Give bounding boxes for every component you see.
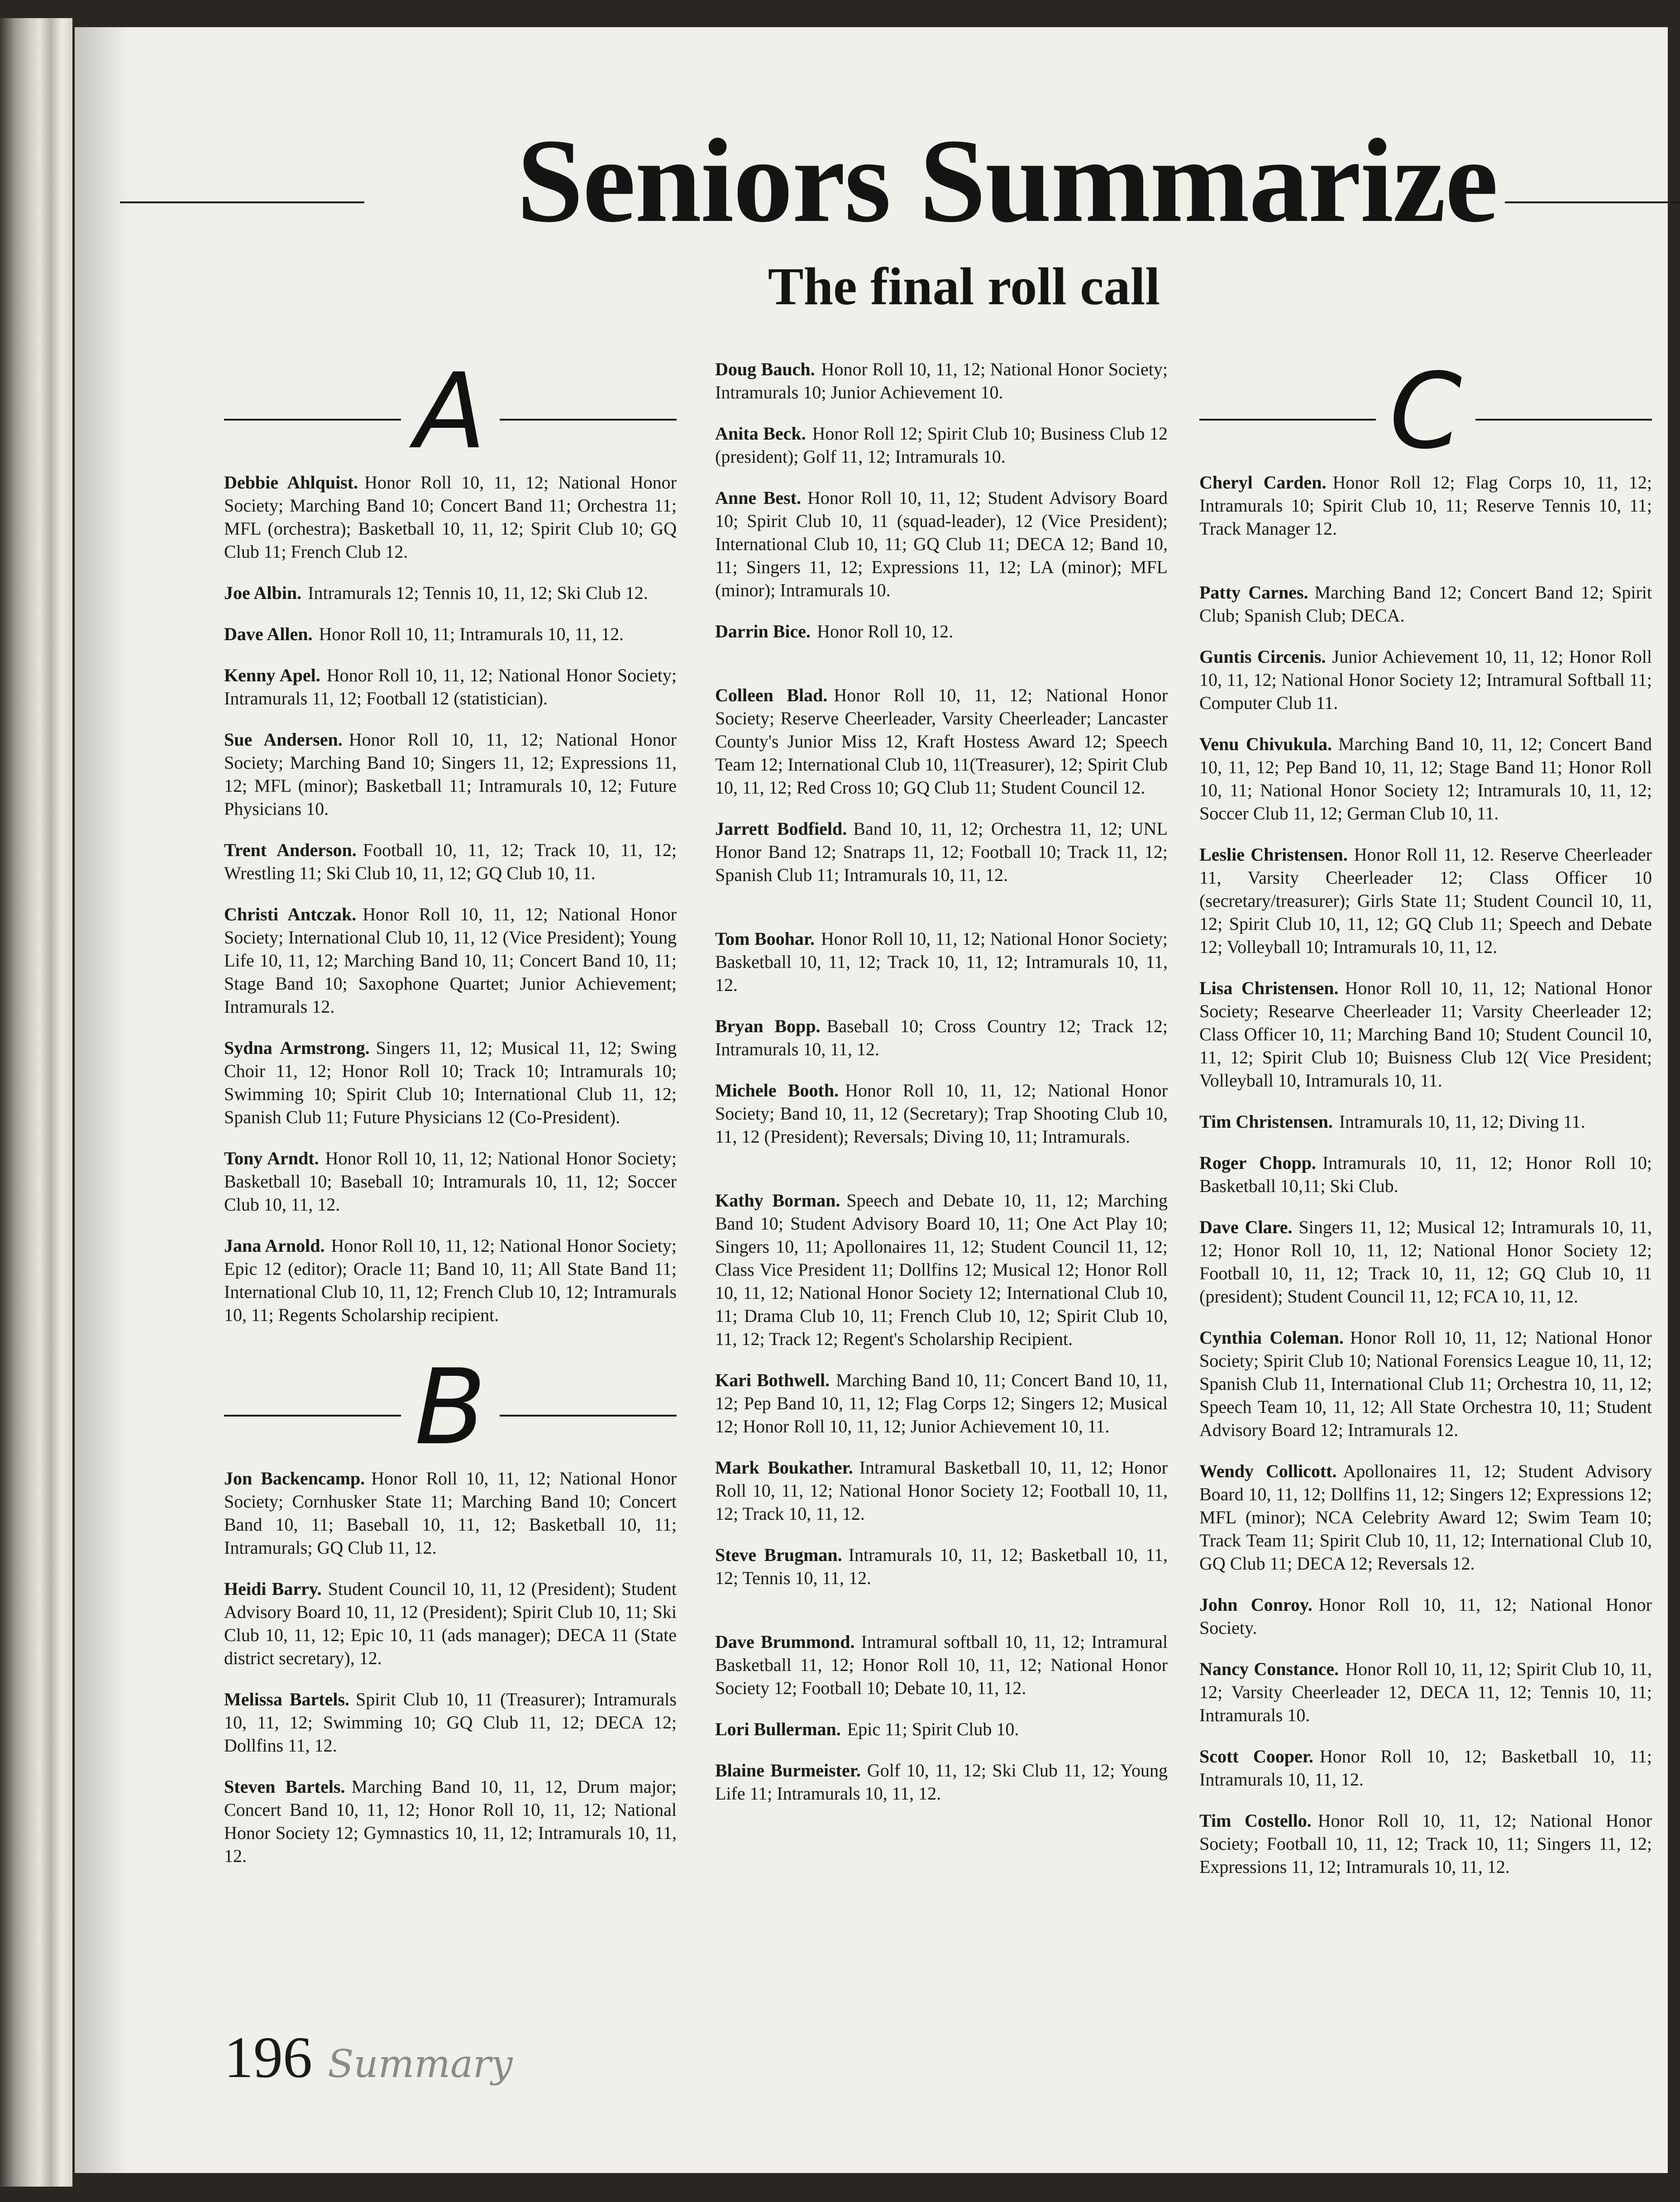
senior-name: Anita Beck.: [715, 423, 806, 444]
gutter-shadow: [75, 27, 129, 2173]
senior-entry: [715, 1015, 1168, 1061]
title-rule-right: [1505, 201, 1680, 203]
senior-activities: Marching Band 10, 11; Concert Band 10, 11, 12; Pep Band 10, 11, 12; Flag Corps 12; Singers 12; Musical 12; Honor Roll 10, 11, 12; Junior Achievement 10, 11.: [715, 1370, 1168, 1436]
senior-name: Cynthia Coleman.: [1199, 1327, 1344, 1348]
entries-b: [224, 1467, 677, 1867]
senior-activities: Honor Roll 10, 11, 12; National Honor Society; Marching Band 10; Concert Band 11; Orchestra 11; MFL (orchestra); Basketball 10, 11, 12; Spirit Club 10; GQ Club 11; French Club 12.: [224, 472, 677, 562]
page-number: 196: [224, 2025, 312, 2090]
senior-activities: Honor Roll 10, 11, 12; National Honor Society; Basketball 10, 11, 12; Track 10, 11, 12; Intramurals 10, 11, 12.: [715, 929, 1168, 995]
senior-name: Scott Cooper.: [1199, 1746, 1313, 1766]
senior-name: Joe Albin.: [224, 583, 302, 603]
senior-activities: Honor Roll 10, 11, 12; National Honor Society; Researve Cheerleader 11; Varsity Cheerleader 12; Class Officer 10, 11; Marching Band 10; Student Council 10, 11, 12; Spirit Club 10; Buisness Club 12( Vice President; Volleyball 10, Intramurals 10, 11.: [1199, 978, 1652, 1091]
senior-entry: [715, 1759, 1168, 1805]
senior-entry: [1199, 581, 1652, 627]
senior-name: Kari Bothwell.: [715, 1370, 830, 1390]
senior-entry: [715, 1718, 1168, 1741]
senior-name: Sydna Armstrong.: [224, 1038, 370, 1058]
column-3: [1199, 349, 1652, 1896]
senior-entry: [224, 1467, 677, 1559]
senior-name: Anne Best.: [715, 488, 801, 508]
senior-entry: [1199, 1110, 1652, 1133]
senior-entry: [1199, 843, 1652, 958]
senior-entry: [1199, 1151, 1652, 1197]
senior-activities: Honor Roll 11, 12. Reserve Cheerleader 11, Varsity Cheerleader 12; Class Officer 10 (secretary/treasurer); Girls State 11; Student Council 10, 11, 12; Spirit Club 10, 11, 12; GQ Club 11; Speech and Debate 12; Volleyball 10; Intramurals 10, 11, 12.: [1199, 844, 1652, 957]
senior-activities: Honor Roll 10, 12.: [817, 621, 954, 641]
senior-name: Kenny Apel.: [224, 665, 320, 685]
senior-entry: [1199, 1326, 1652, 1441]
senior-name: Trent Anderson.: [224, 840, 357, 860]
senior-activities: Intramurals 12; Tennis 10, 11, 12; Ski Club 12.: [308, 583, 648, 603]
senior-name: Melissa Bartels.: [224, 1689, 350, 1709]
senior-entry: [224, 1577, 677, 1670]
senior-activities: Speech and Debate 10, 11, 12; Marching Band 10; Student Advisory Board 10, 11; One Act Play 10; Singers 10, 11; Apollonaires 11, 12; Student Council 11, 12; Class Vice President 11; Dollfins 12; Musical 12; Honor Roll 10, 11, 12; National Honor Society 12; International Club 10, 11; Drama Club 10, 11; French Club 10, 12; Spirit Club 10, 11, 12; Track 12; Regent's Scholarship Recipient.: [715, 1190, 1168, 1349]
senior-entry: [715, 817, 1168, 886]
senior-name: Tom Boohar.: [715, 929, 815, 949]
senior-name: Debbie Ahlquist.: [224, 472, 358, 493]
senior-name: Tim Costello.: [1199, 1810, 1312, 1831]
senior-entry: [1199, 1593, 1652, 1639]
senior-entry: [1199, 645, 1652, 714]
senior-name: Jana Arnold.: [224, 1235, 325, 1256]
senior-activities: Honor Roll 10, 11, 12; National Honor Society; Football 10, 11, 12; Track 10, 11; Singers 11, 12; Expressions 11, 12; Intramurals 10, 11, 12.: [1199, 1810, 1652, 1877]
senior-name: Lisa Christensen.: [1199, 978, 1339, 998]
senior-name: Wendy Collicott.: [1199, 1461, 1337, 1481]
senior-activities: Intramurals 10, 11, 12; Basketball 10, 11, 12; Tennis 10, 11, 12.: [715, 1545, 1168, 1588]
section-name: Summary: [328, 2042, 513, 2086]
senior-name: Sue Andersen.: [224, 729, 343, 750]
entries-a: [224, 471, 677, 1326]
senior-name: Darrin Bice.: [715, 621, 811, 641]
senior-name: Nancy Constance.: [1199, 1659, 1339, 1679]
senior-entry: [224, 728, 677, 820]
senior-name: Mark Boukather.: [715, 1457, 853, 1478]
column-2: [715, 358, 1168, 1823]
senior-activities: Marching Band 12; Concert Band 12; Spirit Club; Spanish Club; DECA.: [1199, 582, 1652, 626]
senior-activities: Honor Roll 10, 11, 12; Student Advisory Board 10; Spirit Club 10, 11 (squad-leader), 12 (Vice President); International Club 10, 11; GQ Club 11; DECA 12; Band 10, 11; Singers 11, 12; Expressions 11, 12; LA (minor); MFL (minor); Intramurals 10.: [715, 488, 1168, 600]
senior-name: Bryan Bopp.: [715, 1016, 821, 1036]
senior-name: Dave Brummond.: [715, 1632, 855, 1652]
senior-activities: Golf 10, 11, 12; Ski Club 11, 12; Young Life 11; Intramurals 10, 11, 12.: [715, 1760, 1168, 1804]
senior-entry: [224, 622, 677, 646]
senior-name: Patty Carnes.: [1199, 582, 1308, 603]
senior-entry: [715, 1543, 1168, 1589]
senior-entry: [715, 1079, 1168, 1148]
senior-entry: [1199, 1216, 1652, 1308]
senior-activities: Marching Band 10, 11, 12, Drum major; Concert Band 10, 11, 12; Honor Roll 10, 11, 12; National Honor Society 12; Gymnastics 10, 11, 12; Intramurals 10, 11, 12.: [224, 1776, 677, 1866]
senior-activities: Band 10, 11, 12; Orchestra 11, 12; UNL Honor Band 12; Snatraps 11, 12; Football 10; Track 11, 12; Spanish Club 11; Intramurals 10, 11, 12.: [715, 819, 1168, 885]
senior-activities: Apollonaires 11, 12; Student Advisory Board 10, 11, 12; Dollfins 11, 12; Singers 12; Expressions 12; MFL (minor); NCA Celebrity Award 12; Swim Team 10; Track Team 11; Spirit Club 10, 11, 12; International Club 10, GQ Club 11; DECA 12; Reversals 12.: [1199, 1461, 1652, 1574]
senior-name: Doug Bauch.: [715, 359, 815, 379]
senior-activities: Honor Roll 10, 11, 12; National Honor Society; Cornhusker State 11; Marching Band 10; Concert Band 10, 11; Baseball 10, 11, 12; Basketball 10, 11; Intramurals; GQ Club 11, 12.: [224, 1468, 677, 1558]
senior-name: Michele Booth.: [715, 1080, 839, 1101]
senior-activities: Honor Roll 10, 11, 12; National Honor Society; Intramurals 11, 12; Football 12 (statistician).: [224, 665, 677, 708]
senior-activities: Singers 11, 12; Musical 11, 12; Swing Choir 11, 12; Honor Roll 10; Track 10; Intramurals 10; Swimming 10; Spirit Club 10; International Club 11, 12; Spanish Club 11; Future Physicians 12 (Co-President).: [224, 1038, 677, 1127]
senior-activities: Student Council 10, 11, 12 (President); Student Advisory Board 10, 11, 12 (President); Spirit Club 10, 11; Ski Club 10, 11, 12; Epic 10, 11 (ads manager); DECA 11 (State district secretary), 12.: [224, 1579, 677, 1668]
senior-activities: Honor Roll 10, 11; Intramurals 10, 11, 12.: [319, 624, 624, 644]
senior-entry: [715, 684, 1168, 799]
senior-entry: [715, 486, 1168, 602]
section-header-b: [224, 1345, 677, 1467]
senior-activities: Honor Roll 12; Flag Corps 10, 11, 12; Intramurals 10; Spirit Club 10, 11; Reserve Tennis 10, 11; Track Manager 12.: [1199, 472, 1652, 539]
book-spine: [0, 18, 72, 2187]
senior-activities: Junior Achievement 10, 11, 12; Honor Roll 10, 11, 12; National Honor Society 12; Intramural Softball 11; Computer Club 11.: [1199, 646, 1652, 713]
senior-name: Steve Brugman.: [715, 1545, 842, 1565]
senior-activities: Intramurals 10, 11, 12; Honor Roll 10; Basketball 10,11; Ski Club.: [1199, 1153, 1652, 1196]
senior-entry: [1199, 977, 1652, 1092]
senior-activities: Intramural softball 10, 11, 12; Intramural Basketball 11, 12; Honor Roll 10, 11, 12; National Honor Society 12; Football 10; Debate 10, 11, 12.: [715, 1632, 1168, 1698]
column-1: [224, 349, 677, 1886]
senior-activities: Honor Roll 10, 12; Basketball 10, 11; Intramurals 10, 11, 12.: [1199, 1746, 1652, 1790]
senior-entry: [224, 1036, 677, 1129]
section-letter-c: C: [1376, 351, 1476, 472]
senior-entry: [224, 664, 677, 710]
senior-entry: [1199, 732, 1652, 825]
senior-name: Venu Chivukula.: [1199, 734, 1332, 754]
entries-c: [1199, 471, 1652, 1878]
senior-name: Christi Antczak.: [224, 904, 357, 924]
senior-entry: [715, 1369, 1168, 1438]
page-subtitle: The final roll call: [768, 257, 1160, 316]
senior-entry: [715, 1189, 1168, 1350]
senior-name: Jarrett Bodfield.: [715, 819, 847, 839]
entries-b-continued: [715, 358, 1168, 1805]
senior-name: Leslie Christensen.: [1199, 844, 1348, 865]
senior-entry: [1199, 1460, 1652, 1575]
senior-activities: Epic 11; Spirit Club 10.: [847, 1719, 1019, 1739]
senior-name: Heidi Barry.: [224, 1579, 322, 1599]
senior-activities: Spirit Club 10, 11 (Treasurer); Intramurals 10, 11, 12; Swimming 10; GQ Club 11, 12; DECA 12; Dollfins 11, 12.: [224, 1689, 677, 1756]
senior-activities: Honor Roll 10, 11, 12; National Honor Society; Intramurals 10; Junior Achievement 10.: [715, 359, 1168, 402]
senior-entry: [224, 581, 677, 604]
senior-name: Dave Clare.: [1199, 1217, 1293, 1237]
senior-name: Kathy Borman.: [715, 1190, 840, 1211]
senior-name: Steven Bartels.: [224, 1776, 345, 1797]
section-header-a: [224, 349, 677, 471]
senior-name: Tim Christensen.: [1199, 1111, 1333, 1132]
senior-name: Cheryl Carden.: [1199, 472, 1327, 493]
senior-activities: Honor Roll 12; Spirit Club 10; Business Club 12 (president); Golf 11, 12; Intramurals 10.: [715, 423, 1168, 467]
senior-activities: Baseball 10; Cross Country 12; Track 12; Intramurals 10, 11, 12.: [715, 1016, 1168, 1059]
senior-name: Roger Chopp.: [1199, 1153, 1316, 1173]
senior-activities: Honor Roll 10, 11, 12; National Honor Society; Spirit Club 10; National Forensics League 10, 11, 12; Spanish Club 11, International Club 11; Orchestra 10, 11, 12; Speech Team 10, 11, 12; All State Orchestra 10, 11; Student Advisory Board 12; Intramurals 12.: [1199, 1327, 1652, 1440]
senior-activities: Honor Roll 10, 11, 12; Spirit Club 10, 11, 12; Varsity Cheerleader 12, DECA 11, 12; Tennis 10, 11; Intramurals 10.: [1199, 1659, 1652, 1725]
senior-activities: Singers 11, 12; Musical 12; Intramurals 10, 11, 12; Honor Roll 10, 11, 12; National Honor Society 12; Football 10, 11, 12; Track 10, 11, 12; GQ Club 10, 11 (president); Student Council 11, 12; FCA 10, 11, 12.: [1199, 1217, 1652, 1307]
senior-activities: Marching Band 10, 11, 12; Concert Band 10, 11, 12; Pep Band 10, 11, 12; Stage Band 11; Honor Roll 10, 11; National Honor Society 12; Intramurals 10, 11, 12; Soccer Club 11, 12; German Club 10, 11.: [1199, 734, 1652, 823]
senior-name: Colleen Blad.: [715, 685, 828, 705]
senior-entry: [1199, 1809, 1652, 1878]
senior-name: Guntis Circenis.: [1199, 646, 1326, 667]
senior-entry: [224, 838, 677, 885]
senior-activities: Honor Roll 10, 11, 12; National Honor Society; Band 10, 11, 12 (Secretary); Trap Shooting Club 10, 11, 12 (President); Reversals; Diving 10, 11; Intramurals.: [715, 1080, 1168, 1147]
senior-activities: Honor Roll 10, 11, 12; National Honor Society; International Club 10, 11, 12 (Vice President); Young Life 10, 11, 12; Marching Band 10, 11; Concert Band 10, 11; Stage Band 10; Saxophone Quartet; Junior Achievement; Intramurals 12.: [224, 904, 677, 1017]
senior-name: John Conroy.: [1199, 1594, 1312, 1615]
senior-name: Blaine Burmeister.: [715, 1760, 861, 1781]
senior-entry: [715, 422, 1168, 468]
senior-name: Tony Arndt.: [224, 1148, 319, 1168]
senior-entry: [715, 927, 1168, 996]
senior-activities: Honor Roll 10, 11, 12; National Honor Society; Epic 12 (editor); Oracle 11; Band 10, 11; All State Band 11; International Club 10, 11, 12; French Club 10, 12; Intramurals 10, 11; Regents Scholarship recipient.: [224, 1235, 677, 1325]
senior-entry: [715, 358, 1168, 404]
senior-activities: Honor Roll 10, 11, 12; National Honor Society; Marching Band 10; Singers 11, 12; Expressions 11, 12; MFL (minor); Basketball 11; Intramurals 10, 12; Future Physicians 10.: [224, 729, 677, 819]
senior-name: Jon Backencamp.: [224, 1468, 365, 1489]
senior-name: Lori Bullerman.: [715, 1719, 841, 1739]
senior-name: Dave Allen.: [224, 624, 313, 644]
senior-entry: [1199, 1745, 1652, 1791]
senior-entry: [224, 903, 677, 1018]
senior-entry: [1199, 471, 1652, 540]
senior-activities: Intramural Basketball 10, 11, 12; Honor Roll 10, 11, 12; National Honor Society 12; Football 10, 11, 12; Track 10, 11, 12.: [715, 1457, 1168, 1524]
senior-entry: [715, 1630, 1168, 1699]
page-footer: [224, 2024, 513, 2101]
page-title: Seniors Summarize: [516, 115, 1498, 247]
senior-activities: Honor Roll 10, 11, 12; National Honor Society; Basketball 10; Baseball 10; Intramurals 10, 11, 12; Soccer Club 10, 11, 12.: [224, 1148, 677, 1215]
section-letter-b: B: [401, 1347, 500, 1468]
title-rule-left: [120, 201, 364, 203]
senior-activities: Football 10, 11, 12; Track 10, 11, 12; Wrestling 11; Ski Club 10, 11, 12; GQ Club 10, 11.: [224, 840, 677, 883]
senior-entry: [715, 620, 1168, 643]
senior-activities: Honor Roll 10, 11, 12; National Honor Society; Reserve Cheerleader, Varsity Cheerleader; Lancaster County's Junior Miss 12, Kraft Hostess Award 12; Speech Team 12; International Club 10, 11(Treasurer), 12; Spirit Club 10, 11, 12; Red Cross 10; GQ Club 11; Student Council 12.: [715, 685, 1168, 798]
senior-entry: [224, 1775, 677, 1867]
senior-entry: [224, 1147, 677, 1216]
senior-entry: [715, 1456, 1168, 1525]
senior-activities: Intramurals 10, 11, 12; Diving 11.: [1339, 1111, 1585, 1132]
section-letter-a: A: [401, 351, 499, 472]
section-header-c: [1199, 349, 1652, 471]
title-block: [120, 109, 1680, 254]
senior-entry: [224, 471, 677, 563]
senior-entry: [1199, 1657, 1652, 1727]
senior-entry: [224, 1234, 677, 1326]
senior-entry: [224, 1688, 677, 1757]
senior-activities: Honor Roll 10, 11, 12; National Honor Society.: [1199, 1594, 1652, 1638]
